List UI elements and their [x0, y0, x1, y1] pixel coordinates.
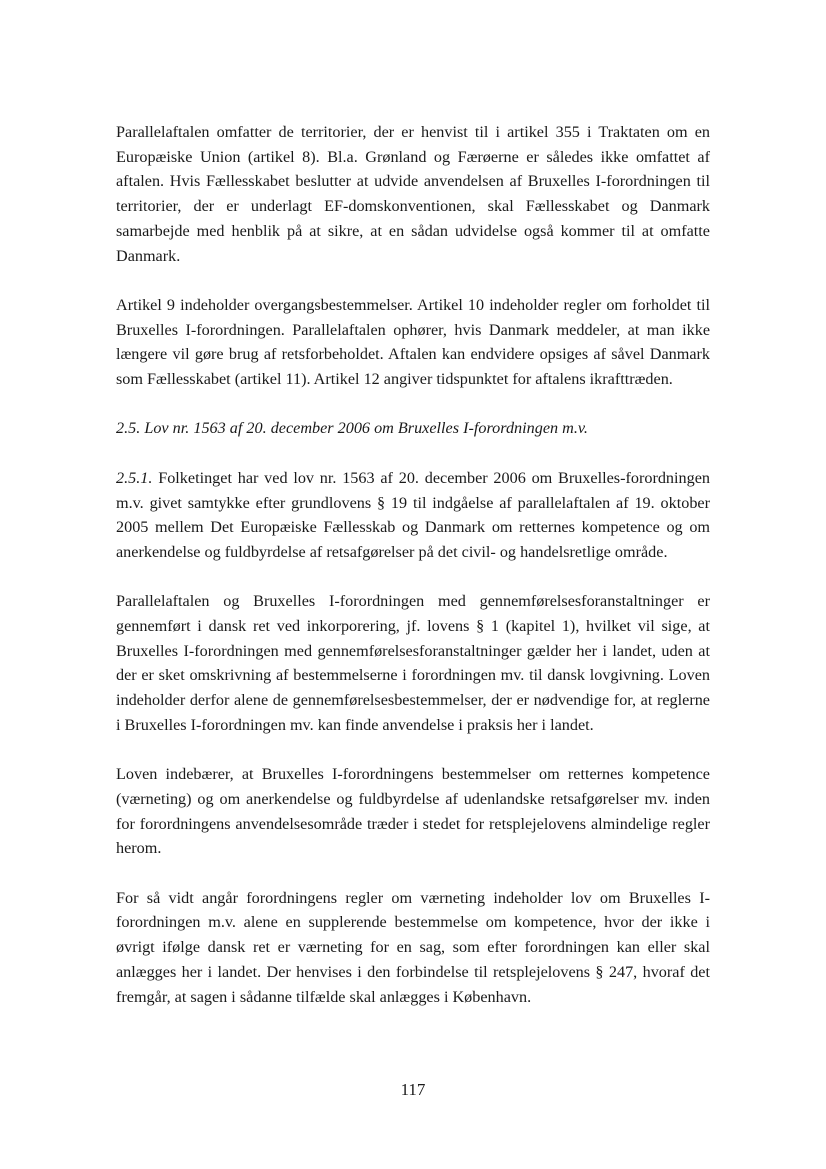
- page-number: 117: [400, 1080, 426, 1099]
- paragraph-jurisdiction: Loven indebærer, at Bruxelles I-forordningens bestemmelser om retternes kompetence (værneting) og om anerkendelse og fuldbyrdelse af udenlandske retsafgørelser mv. inden for forordningens anvendelsesområde træder i stedet for retsplejelovens almindelige regler herom.: [116, 765, 710, 858]
- subsection-text: Folketinget har ved lov nr. 1563 af 20. december 2006 om Bruxelles-forordningen m.v. givet samtykke efter grundlovens § 19 til indgåelse af parallelaftalen af 19. oktober 2005 mellem Det Europæiske Fællesskab og Danmark om retternes kompetence og om anerkendelse og fuldbyrdelse af retsafgørelser på det civil- og handelsretlige område.: [116, 468, 710, 561]
- paragraph-articles-9-12: Artikel 9 indeholder overgangsbestemmelser. Artikel 10 indeholder regler om forholdet til Bruxelles I-forordningen. Parallelaftalen ophører, hvis Danmark meddeler, at man ikke længere vil gøre brug af retsforbeholdet. Aftalen kan endvidere opsiges af såvel Danmark som Fællesskabet (artikel 11). Artikel 12 angiver tidspunktet for aftalens ikrafttræden.: [116, 295, 710, 389]
- section-heading: 2.5. Lov nr. 1563 af 20. december 2006 om Bruxelles I-forordningen m.v.: [116, 419, 588, 438]
- paragraph-territories: Parallelaftalen omfatter de territorier, der er henvist til i artikel 355 i Traktaten om en Europæiske Union (artikel 8). Bl.a. Grønland og Færøerne er således ikke omfattet af aftalen. Hvis Fællesskabet beslutter at udvide anvendelsen af Bruxelles I-forordningen til territorier, der er underlagt EF-domskonventionen, skal Fællesskabet og Danmark samarbejde med henblik på at sikre, at en sådan udvidelse også kommer til at omfatte Danmark.: [116, 123, 710, 265]
- paragraph-incorporation: Parallelaftalen og Bruxelles I-forordningen med gennemførelsesforanstaltninger er gennemført i dansk ret ved inkorporering, jf. lovens § 1 (kapitel 1), hvilket vil sige, at Bruxelles I-forordningen med gennemførelsesforanstaltninger gælder her i landet, uden at der er sket omskrivning af bestemmelserne i forordningen mv. til dansk lovgivning. Loven indeholder derfor alene de gennemførelsesbestemmelser, der er nødvendige for, at reglerne i Bruxelles I-forordningen mv. kan finde anvendelse i praksis her i landet.: [116, 592, 710, 734]
- document-page: [116, 120, 710, 1034]
- subsection-paragraph: [116, 466, 710, 565]
- paragraph-venue: For så vidt angår forordningens regler om værneting indeholder lov om Bruxelles I-forordningen m.v. alene en supplerende bestemmelse om kompetence, hvor der ikke i øvrigt ifølge dansk ret er værneting for en sag, som efter forordningen kan eller skal anlægges her i landet. Der henvises i den forbindelse til retsplejelovens § 247, hvoraf det fremgår, at sagen i sådanne tilfælde skal anlægges i København.: [116, 888, 710, 1006]
- subsection-number: 2.5.1.: [116, 468, 153, 487]
